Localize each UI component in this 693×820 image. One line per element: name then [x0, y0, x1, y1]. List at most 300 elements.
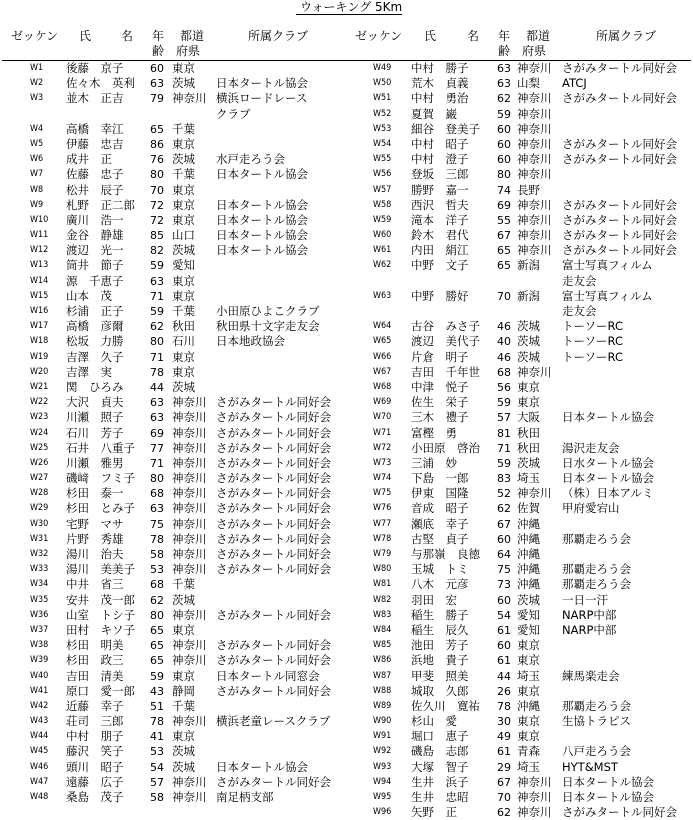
participant-name: 吉田 千年世: [411, 364, 480, 379]
participant-age: 63: [150, 502, 164, 516]
participant-age: 44: [150, 380, 164, 394]
participant-age: 63: [497, 62, 511, 75]
participant-club: さがみタートル同好会: [216, 410, 331, 425]
bib-number: W90: [373, 716, 392, 727]
participant-name: 玉城 トミ: [411, 562, 469, 577]
participant-age: 78: [150, 715, 164, 729]
table-row: [346, 501, 693, 516]
participant-prefecture: 神奈川: [517, 61, 552, 75]
participant-name: 三浦 妙: [411, 455, 457, 470]
table-row: [346, 243, 693, 258]
table-row: [346, 638, 693, 653]
participant-name: 大塚 智子: [411, 759, 469, 774]
participant-name: 矢野 正: [411, 805, 457, 820]
participant-club: さがみタートル同好会: [216, 607, 331, 622]
participant-age: 79: [150, 92, 164, 106]
participant-prefecture: 神奈川: [517, 136, 552, 151]
participant-age: 71: [150, 456, 164, 470]
header-age-r-2: 齢: [498, 44, 511, 58]
table-row: [0, 213, 346, 228]
participant-age: 49: [497, 730, 511, 744]
participant-club: （株）日本アルミ: [562, 486, 654, 501]
participant-prefecture: 沖縄: [517, 547, 540, 561]
participant-prefecture: 茨城: [172, 76, 195, 91]
participant-prefecture: 埼玉: [517, 759, 540, 774]
table-row: [0, 395, 346, 410]
participant-prefecture: 茨城: [172, 744, 195, 759]
participant-name: 石川 芳子: [66, 425, 124, 440]
table-row: [346, 334, 693, 349]
header-name-given: 氏: [79, 29, 92, 43]
participant-prefecture: 埼玉: [517, 471, 540, 486]
bib-number: W76: [373, 503, 392, 514]
participant-prefecture: 東京: [172, 61, 195, 75]
bib-number: W36: [30, 609, 49, 620]
participant-prefecture: 神奈川: [517, 486, 552, 501]
participant-club: さがみタートル同好会: [562, 243, 677, 258]
table-row: [0, 365, 346, 380]
bib-number: W3: [30, 93, 44, 104]
header-pref: 都道: [180, 29, 205, 43]
participant-prefecture: 石川: [172, 334, 195, 349]
participant-club: さがみタートル同好会: [216, 455, 331, 470]
participant-age: 71: [150, 289, 164, 303]
participant-name: 磯島 志郎: [411, 744, 469, 759]
participant-age: 44: [497, 669, 511, 683]
participant-name: 源 千恵子: [66, 273, 124, 288]
participant-age: 80: [150, 472, 164, 486]
table-row: [0, 501, 346, 516]
participant-prefecture: 神奈川: [172, 440, 207, 455]
participant-name: 中井 省三: [66, 577, 124, 592]
participant-age: 55: [497, 213, 511, 227]
bib-number: W18: [30, 336, 49, 347]
header-age-2: 齢: [152, 44, 165, 58]
participant-prefecture: 秋田: [517, 425, 540, 440]
participant-club: 生協トラピス: [562, 714, 631, 729]
participant-club: さがみタートル同好会: [216, 471, 331, 486]
participant-club: さがみタートル同好会: [216, 425, 331, 440]
bib-number: W20: [30, 366, 49, 377]
table-row: [346, 91, 693, 106]
participant-prefecture: 東京: [172, 622, 195, 637]
table-row: [346, 532, 693, 547]
participant-club: 日本タートル協会: [216, 243, 308, 258]
header-age-r: 年: [498, 29, 511, 43]
participant-name: 高橋 彦爾: [66, 319, 124, 334]
table-row: [0, 137, 346, 152]
table-row: [346, 228, 693, 243]
participant-prefecture: 神奈川: [172, 501, 207, 516]
bib-number: W68: [373, 381, 392, 392]
table-row: [0, 638, 346, 653]
participant-prefecture: 神奈川: [517, 364, 552, 379]
bib-number: W7: [30, 169, 44, 180]
participant-prefecture: 茨城: [172, 152, 195, 167]
participant-age: 68: [150, 487, 164, 501]
table-row: [0, 319, 346, 334]
bib-number: W13: [30, 260, 49, 271]
bib-number: W62: [373, 260, 392, 271]
participant-age: 59: [497, 456, 511, 470]
table-row: [0, 593, 346, 608]
header-pref-r-2: 府県: [522, 44, 547, 58]
participant-prefecture: 佐賀: [517, 501, 540, 516]
bib-number: W23: [30, 412, 49, 423]
bib-number: W71: [373, 427, 392, 438]
participant-age: 71: [497, 441, 511, 455]
table-row: [0, 350, 346, 365]
table-row: [346, 319, 693, 334]
participant-age: 78: [150, 532, 164, 546]
participant-club: さがみタートル同好会: [216, 516, 331, 531]
participant-club: さがみタートル同好会: [216, 562, 331, 577]
participant-prefecture: 東京: [517, 379, 540, 394]
participant-prefecture: 神奈川: [517, 243, 552, 258]
participant-age: 60: [497, 639, 511, 653]
participant-name: 甲斐 照美: [411, 668, 469, 683]
bib-number: W42: [30, 700, 49, 711]
bib-number: W61: [373, 245, 392, 256]
participant-club: 走友会: [562, 273, 597, 288]
participant-age: 59: [497, 396, 511, 410]
participant-club: さがみタートル同好会: [216, 395, 331, 410]
table-row: [346, 669, 693, 684]
header-pref-r: 都道: [526, 29, 551, 43]
participant-name: 鈴木 君代: [411, 228, 469, 243]
participant-prefecture: 東京: [172, 273, 195, 288]
participant-prefecture: 茨城: [517, 592, 540, 607]
participant-prefecture: 神奈川: [517, 805, 552, 820]
participant-name: 細谷 登美子: [411, 121, 480, 136]
participant-name: 杉浦 正子: [66, 304, 124, 318]
bib-number: W47: [30, 776, 49, 787]
participant-club: さがみタートル同好会: [216, 774, 331, 789]
table-row: [0, 699, 346, 714]
bib-number: W28: [30, 488, 49, 499]
participant-name: 石井 八重子: [66, 440, 135, 455]
participant-name: 夏賀 巌: [411, 106, 457, 121]
participant-age: 67: [497, 517, 511, 531]
table-row: [346, 441, 693, 456]
bib-number: W64: [373, 321, 392, 332]
participant-age: 59: [497, 107, 511, 121]
table-row: [0, 61, 346, 76]
participant-prefecture: 神奈川: [517, 91, 552, 106]
participant-club: トーソーRC: [562, 334, 623, 349]
participant-age: 57: [150, 775, 164, 789]
participant-club: 日本タートル協会: [216, 212, 308, 227]
table-row: [0, 304, 346, 319]
participant-club: トーソーRC: [562, 349, 623, 364]
participant-name: 杉田 政三: [66, 653, 124, 668]
participant-club: 日本タートル協会: [562, 410, 654, 425]
table-row: [0, 775, 346, 790]
table-row: [0, 744, 346, 759]
table-row: [346, 790, 693, 805]
table-row: [0, 91, 346, 106]
participant-age: 46: [497, 320, 511, 334]
participant-prefecture: 東京: [517, 729, 540, 744]
table-row: [346, 380, 693, 395]
participant-club: 日本タートル協会: [216, 759, 308, 774]
bib-number: W58: [373, 199, 392, 210]
bib-number: W96: [373, 807, 392, 818]
participant-name: 宅野 マサ: [66, 516, 124, 531]
participant-club: 南足柄支部: [216, 790, 274, 804]
bib-number: W80: [373, 564, 392, 575]
bib-number: W6: [30, 154, 44, 165]
bib-number: W5: [30, 138, 44, 149]
participant-name: 佐藤 忠子: [66, 167, 124, 182]
participant-age: 60: [497, 153, 511, 167]
bib-number: W26: [30, 457, 49, 468]
participant-name: 安井 茂一郎: [66, 592, 135, 607]
bib-number: W11: [30, 230, 49, 241]
participant-prefecture: 愛知: [172, 258, 195, 273]
participant-club: さがみタートル同好会: [216, 486, 331, 501]
participant-prefecture: 長野: [517, 182, 540, 197]
bib-number: W77: [373, 518, 392, 529]
participant-name: 中野 文子: [411, 258, 469, 273]
participant-age: 80: [497, 168, 511, 182]
participant-prefecture: 神奈川: [517, 212, 552, 227]
participant-name: 池田 芳子: [411, 638, 469, 653]
participant-prefecture: 秋田: [172, 319, 195, 334]
table-row: [0, 107, 346, 122]
participant-name: 吉澤 実: [66, 364, 112, 379]
participant-prefecture: 千葉: [172, 304, 195, 318]
participant-name: 田村 キソ子: [66, 622, 135, 637]
bib-number: W69: [373, 397, 392, 408]
bib-number: W79: [373, 549, 392, 559]
table-row: [346, 714, 693, 729]
participant-prefecture: 東京: [517, 714, 540, 729]
participant-prefecture: 新潟: [517, 288, 540, 303]
table-row: [346, 183, 693, 198]
participant-name: 並木 正吉: [66, 91, 124, 106]
participant-age: 64: [497, 548, 511, 561]
participant-prefecture: 神奈川: [517, 197, 552, 212]
bib-number: W22: [30, 397, 49, 408]
participant-name: 三木 禮子: [411, 410, 469, 425]
table-row: [346, 274, 693, 289]
participant-prefecture: 神奈川: [172, 516, 207, 531]
participant-name: 遠藤 広子: [66, 774, 124, 789]
participant-name: 羽田 宏: [411, 592, 457, 607]
participant-prefecture: 神奈川: [172, 774, 207, 789]
participant-club: さがみタートル同好会: [562, 61, 677, 75]
table-row: [0, 183, 346, 198]
participant-age: 69: [497, 198, 511, 212]
participant-name: 高橋 幸江: [66, 121, 124, 136]
bib-number: W78: [373, 533, 392, 544]
participant-age: 61: [497, 745, 511, 759]
participant-prefecture: 神奈川: [517, 152, 552, 167]
participant-prefecture: 山口: [172, 228, 195, 243]
table-row: [0, 623, 346, 638]
table-row: [0, 790, 346, 805]
bib-number: W82: [373, 594, 392, 605]
bib-number: W55: [373, 154, 392, 165]
participant-club: 富士写真フィルム: [562, 288, 653, 303]
participant-age: 80: [150, 335, 164, 349]
table-row: [346, 395, 693, 410]
participant-name: 八木 元彦: [411, 577, 469, 592]
participant-name: 磯﨑 フミ子: [66, 471, 135, 486]
bib-number: W8: [30, 184, 44, 195]
participant-prefecture: 神奈川: [172, 425, 207, 440]
participant-name: 筒井 節子: [66, 258, 124, 273]
participant-name: 杉山 愛: [411, 714, 457, 729]
participant-name: 松井 辰子: [66, 182, 124, 197]
participant-name: 登坂 三郎: [411, 167, 469, 182]
participant-club: さがみタートル同好会: [216, 501, 331, 516]
table-row: [0, 441, 346, 456]
participant-age: 65: [150, 654, 164, 668]
participant-name: 中村 勝子: [411, 61, 469, 75]
table-row: [0, 729, 346, 744]
participant-prefecture: 神奈川: [517, 774, 552, 789]
bib-number: W33: [30, 564, 49, 575]
table-row: [0, 243, 346, 258]
table-row: [0, 532, 346, 547]
participant-club: 那覇走ろう会: [562, 698, 631, 713]
bib-number: W29: [30, 503, 49, 514]
participant-prefecture: 神奈川: [172, 607, 207, 622]
bib-number: W46: [30, 761, 49, 772]
participant-prefecture: 神奈川: [172, 531, 207, 546]
participant-name: 生井 忠昭: [411, 790, 469, 804]
participant-age: 63: [150, 274, 164, 288]
table-row: [0, 167, 346, 182]
participant-age: 65: [497, 259, 511, 273]
participant-name: 下島 一郎: [411, 471, 469, 486]
bib-number: W1: [30, 63, 44, 73]
participant-age: 69: [150, 426, 164, 440]
participant-name: 中野 勝好: [411, 288, 469, 303]
participant-club: さがみタートル同好会: [562, 228, 677, 243]
participant-name: 大沢 貞夫: [66, 395, 124, 410]
participant-age: 70: [150, 183, 164, 197]
participant-age: 65: [150, 639, 164, 653]
bib-number: W16: [30, 306, 49, 316]
participant-name: 荒木 貞義: [411, 76, 469, 91]
table-row: [346, 152, 693, 167]
bib-number: W50: [373, 78, 392, 89]
table-row: [346, 61, 693, 76]
participant-prefecture: 千葉: [172, 167, 195, 182]
bib-number: W74: [373, 473, 392, 484]
participant-club: 富士写真フィルム: [562, 258, 653, 273]
participant-age: 63: [150, 396, 164, 410]
participant-age: 59: [150, 305, 164, 318]
table-row: [0, 547, 346, 562]
header-number-r: ゼッケン: [355, 29, 403, 43]
participant-club: さがみタートル同好会: [216, 638, 331, 653]
table-row: [346, 304, 693, 319]
participant-club: 横浜老童レースクラブ: [216, 714, 331, 729]
table-row: [346, 137, 693, 152]
participant-club: さがみタートル同好会: [562, 197, 677, 212]
participant-club: さがみタートル同好会: [216, 683, 331, 698]
participant-club: NARP中部: [562, 622, 617, 637]
participant-age: 62: [497, 502, 511, 516]
participant-age: 65: [497, 244, 511, 258]
participant-age: 75: [497, 563, 511, 577]
participant-name: 内田 絹江: [411, 243, 469, 258]
participant-prefecture: 新潟: [517, 258, 540, 273]
table-row: [346, 365, 693, 380]
participant-prefecture: 神奈川: [517, 790, 552, 804]
participant-name: 廣川 浩一: [66, 212, 124, 227]
participant-name: 渡辺 光一: [66, 243, 124, 258]
participant-name: 佐々木 英利: [66, 76, 135, 91]
participant-name: 湯川 美美子: [66, 562, 135, 577]
participant-age: 60: [497, 593, 511, 607]
bib-number: W73: [373, 457, 392, 468]
title-underline: [296, 14, 402, 15]
bib-number: W17: [30, 321, 49, 332]
header-club-r: 所属クラブ: [596, 29, 657, 43]
participant-name: 杉田 泰一: [66, 486, 124, 501]
participant-club: さがみタートル同好会: [562, 805, 677, 820]
participant-club: さがみタートル同好会: [216, 653, 331, 668]
bib-number: W38: [30, 640, 49, 651]
participant-prefecture: 東京: [172, 668, 195, 683]
participant-prefecture: 千葉: [172, 698, 195, 713]
participant-club: さがみタートル同好会: [562, 91, 677, 106]
participant-prefecture: 神奈川: [172, 653, 207, 668]
participant-age: 63: [150, 411, 164, 425]
bib-number: W15: [30, 290, 49, 301]
table-row: [0, 274, 346, 289]
participant-prefecture: 神奈川: [172, 638, 207, 653]
bib-number: W60: [373, 230, 392, 241]
participant-age: 68: [150, 578, 164, 592]
participant-club: 日本タートル協会: [562, 774, 654, 789]
participant-age: 78: [150, 365, 164, 379]
bib-number: W40: [30, 670, 49, 681]
table-row: [0, 228, 346, 243]
participant-name: 富樫 勇: [411, 425, 457, 440]
participant-club: 湯沢走友会: [562, 440, 620, 455]
table-row: [346, 744, 693, 759]
document-title: ウォーキング 5Km: [300, 0, 403, 14]
participant-age: 65: [150, 122, 164, 136]
participant-age: 70: [497, 289, 511, 303]
participant-name: 近藤 幸子: [66, 698, 124, 713]
participant-age: 59: [150, 669, 164, 683]
participant-age: 40: [497, 335, 511, 349]
participant-age: 63: [497, 77, 511, 91]
participant-name: 後藤 京子: [66, 61, 124, 75]
bib-number: W14: [30, 275, 49, 286]
bib-number: W35: [30, 594, 49, 605]
bib-number: W12: [30, 245, 49, 256]
header-name-family-r: 名: [467, 29, 480, 43]
participant-age: 78: [497, 699, 511, 713]
bib-number: W72: [373, 442, 392, 453]
participant-name: 杉田 明美: [66, 638, 124, 653]
participant-age: 60: [497, 137, 511, 151]
participant-prefecture: 神奈川: [172, 714, 207, 729]
bib-number: W84: [373, 624, 392, 635]
participant-age: 67: [497, 775, 511, 789]
bib-number: W37: [30, 624, 49, 635]
participant-club: 日本タートル協会: [562, 471, 654, 486]
participant-age: 85: [150, 229, 164, 243]
